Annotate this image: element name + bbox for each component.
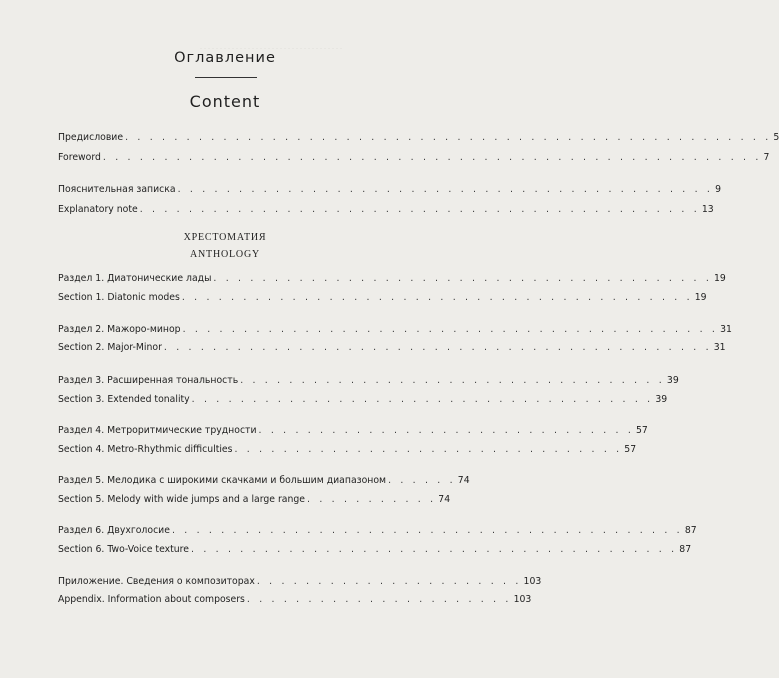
toc-entry-page: 39 — [666, 375, 679, 386]
title-divider — [195, 77, 257, 78]
toc-entry-label: Section 6. Two-Voice texture — [58, 544, 190, 555]
leader-dots: . . . . . . . . . . . . . . . . . . . . . . . . . . . . . . . . . . . . . . — [191, 394, 654, 405]
leader-dots: . . . . . . . . . . . . . . . . . . . . . . . . . . . . . . . . . . . . . . . . . . . . — [182, 324, 719, 335]
toc-entry-label: Раздел 2. Мажоро-минор — [58, 324, 181, 335]
toc-entry-label: Section 3. Extended tonality — [58, 394, 190, 405]
toc-entry-label: Раздел 5. Мелодика с широкими скачками и большим диапазоном — [58, 475, 387, 486]
toc-entry-label: Section 4. Metro-Rhythmic difficulties — [58, 444, 233, 455]
leader-dots: . . . . . . . . . . . . . . . . . . . . . . . . . . . . . . . — [258, 425, 634, 436]
toc-entry-label: Section 5. Melody with wide jumps and a large range — [58, 494, 306, 505]
leader-dots: . . . . . . . . . . . . . . . . . . . . . . . . . . . . . . . . . . . . . . . . . . . . . . . . . . . . . — [125, 132, 772, 143]
toc-entry-label: Раздел 1. Диатонические лады — [58, 273, 212, 284]
toc-entry-page: 57 — [636, 425, 648, 436]
leader-dots: . . . . . . . . . . . . . . . . . . . . . . . . . . . . . . . . . . . . . . . . . . . . — [177, 184, 714, 195]
leader-dots: . . . . . . . . . . . . . . . . . . . . . . — [256, 576, 522, 587]
leader-dots: . . . . . . . . . . . . . . . . . . . . . . — [246, 594, 512, 605]
toc-entry[interactable] — [58, 183, 722, 197]
toc-entry-page: 31 — [713, 342, 726, 353]
toc-entry[interactable] — [58, 131, 779, 145]
toc-entry-label: Foreword — [58, 152, 101, 163]
toc-entry-page: 19 — [714, 273, 726, 284]
toc-entry[interactable] — [58, 272, 726, 286]
toc-entry-page: 74 — [457, 475, 470, 486]
leader-dots: . . . . . . . . . . . . . . . . . . . . . . . . . . . . . . . . . . . . . . . . . . . . . . — [139, 204, 700, 215]
title-english: Content — [189, 92, 261, 111]
leader-dots: . . . . . . . . . . . . . . . . . . . . . . . . . . . . . . . . . . . . . . . . . . — [171, 525, 683, 536]
toc-entry-label: Раздел 3. Расширенная тональность — [58, 375, 239, 386]
toc-entry-label: Раздел 6. Двухголосие — [58, 525, 170, 536]
toc-entry-page: 9 — [715, 184, 722, 195]
toc-entry-label: Appendix. Information about composers — [58, 594, 245, 605]
toc-entry[interactable] — [58, 393, 668, 407]
toc-entry-page: 13 — [701, 204, 714, 215]
toc-entry[interactable] — [58, 443, 637, 457]
toc-entry-page: 7 — [763, 152, 770, 163]
toc-entry-label: Section 2. Major-Minor — [58, 342, 162, 353]
toc-entry-label: Приложение. Сведения о композиторах — [58, 576, 255, 587]
toc-entry[interactable] — [58, 291, 707, 305]
toc-entry-page: 103 — [523, 576, 542, 587]
anthology-heading-ru: ХРЕСТОМАТИЯ — [183, 232, 267, 243]
toc-entry[interactable] — [58, 323, 732, 337]
toc-entry[interactable] — [58, 543, 692, 557]
title-russian: Оглавление — [174, 50, 276, 66]
toc-entry-page: 39 — [655, 394, 668, 405]
toc-entry-label: Пояснительная записка — [58, 184, 176, 195]
toc-entry-page: 87 — [679, 544, 692, 555]
toc-entry-label: Предисловие — [58, 132, 124, 143]
leader-dots: . . . . . . — [388, 475, 456, 486]
toc-entry[interactable] — [58, 424, 648, 438]
toc-entry[interactable] — [58, 374, 679, 388]
leader-dots: . . . . . . . . . . . . . . . . . . . . . . . . . . . . . . . . . . . . . . . . . . . . . — [163, 342, 712, 353]
toc-entry[interactable] — [58, 203, 714, 217]
toc-entry-page: 87 — [684, 525, 697, 536]
leader-dots: . . . . . . . . . . . . . . . . . . . . . . . . . . . . . . . . . . . . . . . . . . — [181, 292, 693, 303]
toc-entry-page: 31 — [720, 324, 732, 335]
toc-entry-page: 57 — [624, 444, 637, 455]
toc-entry-label: Section 1. Diatonic modes — [58, 292, 180, 303]
leader-dots: . . . . . . . . . . . . . . . . . . . . . . . . . . . . . . . . . . . . . . . . . . . . . . . . . . . . . . — [102, 152, 762, 163]
toc-entry-label: Explanatory note — [58, 204, 138, 215]
toc-entry[interactable] — [58, 493, 451, 507]
toc-entry-page: 5 — [773, 132, 779, 143]
toc-entry[interactable] — [58, 151, 770, 165]
bleed-through-text: . . . . . . . . . . . . . . . . . . . . . . . . . . . . . . . . . . . . — [200, 42, 342, 51]
toc-entry[interactable] — [58, 474, 470, 488]
toc-entry-label: Раздел 4. Метроритмические трудности — [58, 425, 257, 436]
toc-entry[interactable] — [58, 593, 532, 607]
leader-dots: . . . . . . . . . . . . . . . . . . . . . . . . . . . . . . . . — [234, 444, 623, 455]
toc-entry[interactable] — [58, 575, 542, 589]
leader-dots: . . . . . . . . . . . . . . . . . . . . . . . . . . . . . . . . . . . . . . . . . — [213, 273, 712, 284]
toc-entry-page: 19 — [694, 292, 707, 303]
toc-entry-page: 103 — [513, 594, 532, 605]
leader-dots: . . . . . . . . . . . — [307, 494, 437, 505]
toc-entry-page: 74 — [438, 494, 451, 505]
leader-dots: . . . . . . . . . . . . . . . . . . . . . . . . . . . . . . . . . . . . . . . . — [191, 544, 678, 555]
anthology-heading-en: ANTHOLOGY — [190, 249, 260, 260]
leader-dots: . . . . . . . . . . . . . . . . . . . . . . . . . . . . . . . . . . . — [240, 375, 665, 386]
toc-entry[interactable] — [58, 341, 726, 355]
toc-entry[interactable] — [58, 524, 697, 538]
